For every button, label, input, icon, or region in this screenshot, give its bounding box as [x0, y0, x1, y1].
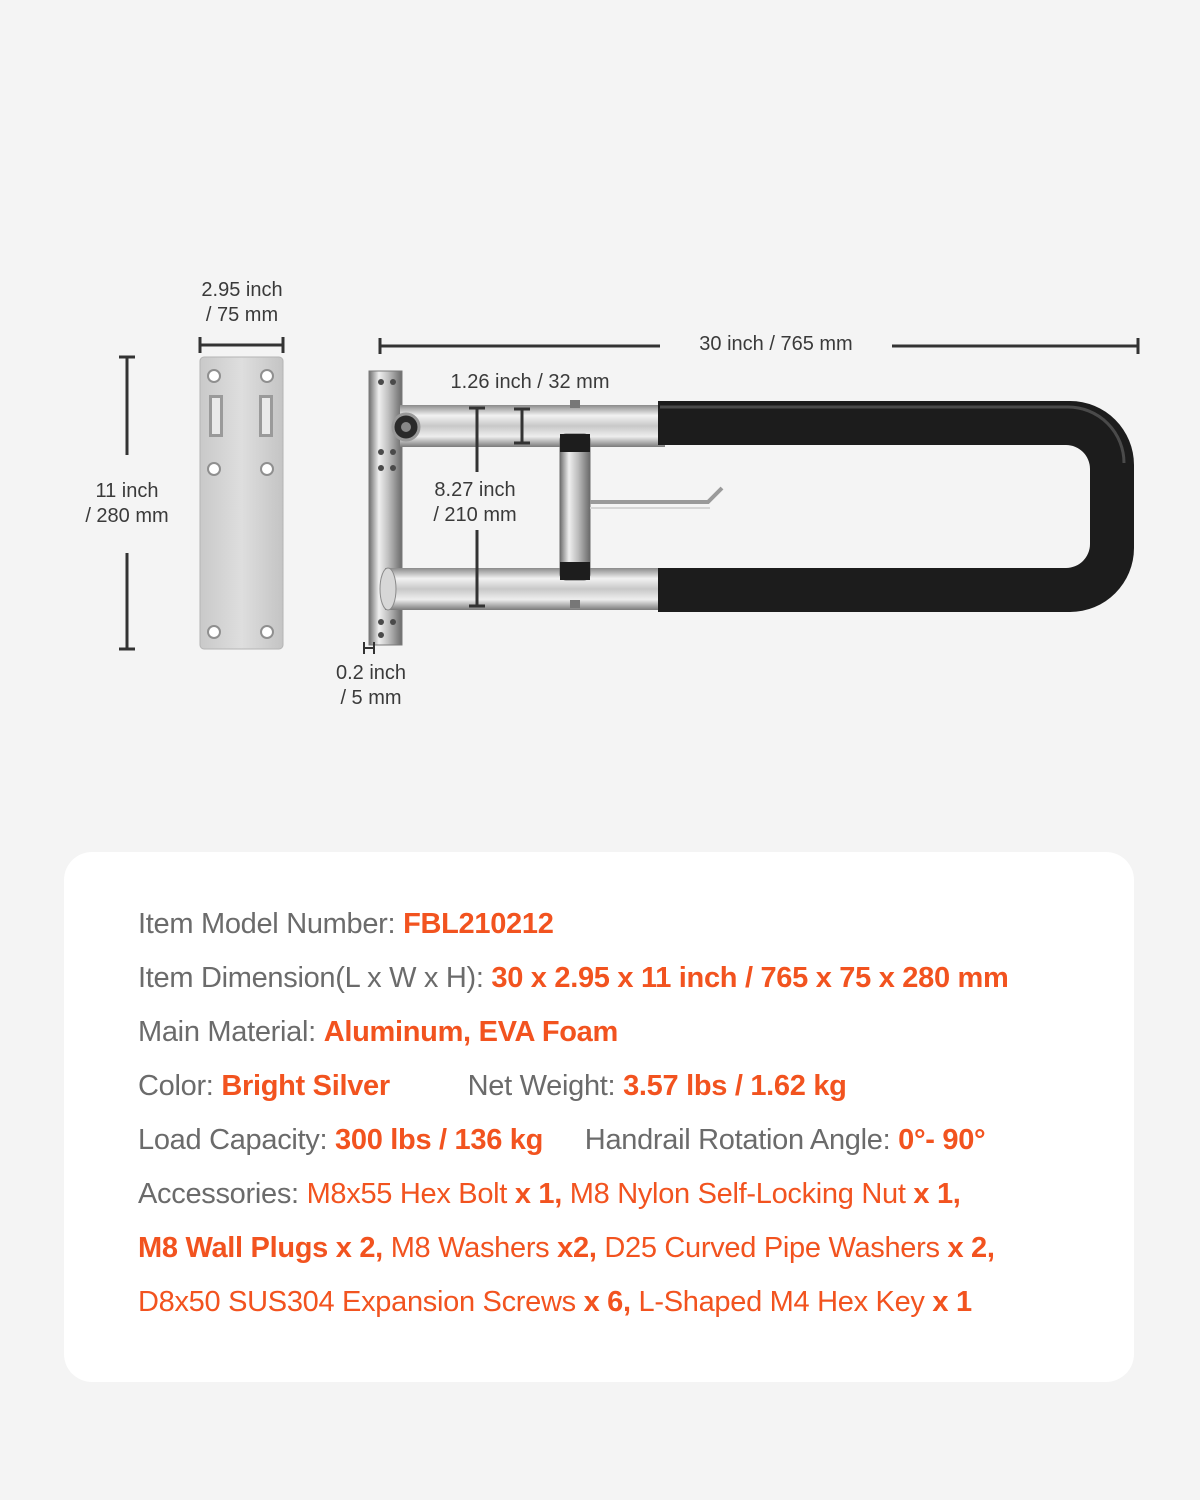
spec-item-dimension: Item Dimension(L x W x H): 30 x 2.95 x 11 inch / 765 x 75 x 280 mm	[138, 962, 1009, 994]
accessory-item: M8x55 Hex Bolt	[306, 1178, 508, 1210]
accessory-item: M8 Wall Plugs	[138, 1232, 328, 1264]
plate-height-label: 11 inch / 280 mm	[85, 480, 169, 527]
accessory-item: M8 Nylon Self-Locking Nut	[569, 1178, 906, 1210]
accessory-item: M8 Washers	[390, 1232, 550, 1264]
rail-gap-label: 8.27 inch / 210 mm	[433, 479, 517, 526]
accessory-item: L-Shaped M4 Hex Key	[638, 1286, 925, 1318]
spec-accessories-line-1: Accessories: M8x55 Hex Bolt x 1, M8 Nylon Self-Locking Nut x 1,	[138, 1178, 961, 1210]
plate-thickness-label: 0.2 inch / 5 mm	[335, 662, 407, 709]
spec-model-number: Item Model Number: FBL210212	[138, 908, 554, 940]
plate-width-dimension-line	[200, 337, 283, 353]
tube-diameter-label: 1.26 inch / 32 mm	[450, 371, 610, 393]
rail-length-label: 30 inch / 765 mm	[699, 333, 853, 355]
spec-color-weight: Color: Bright Silver Net Weight: 3.57 lbs / 1.62 kg	[138, 1070, 847, 1102]
plate-width-label: 2.95 inch / 75 mm	[201, 279, 283, 326]
spec-main-material: Main Material: Aluminum, EVA Foam	[138, 1016, 618, 1048]
spec-accessories-line-2: M8 Wall Plugs x 2, M8 Washers x2, D25 Curved Pipe Washers x 2,	[138, 1232, 995, 1264]
mounting-plate	[200, 357, 283, 649]
spec-load-rotation: Load Capacity: 300 lbs / 136 kg Handrail Rotation Angle: 0°- 90°	[138, 1124, 986, 1156]
specifications-card	[64, 852, 1134, 1382]
spec-accessories-line-3: D8x50 SUS304 Expansion Screws x 6, L-Shaped M4 Hex Key x 1	[138, 1286, 972, 1318]
accessory-item: D8x50 SUS304 Expansion Screws	[138, 1286, 576, 1318]
accessory-item: D25 Curved Pipe Washers	[604, 1232, 940, 1264]
